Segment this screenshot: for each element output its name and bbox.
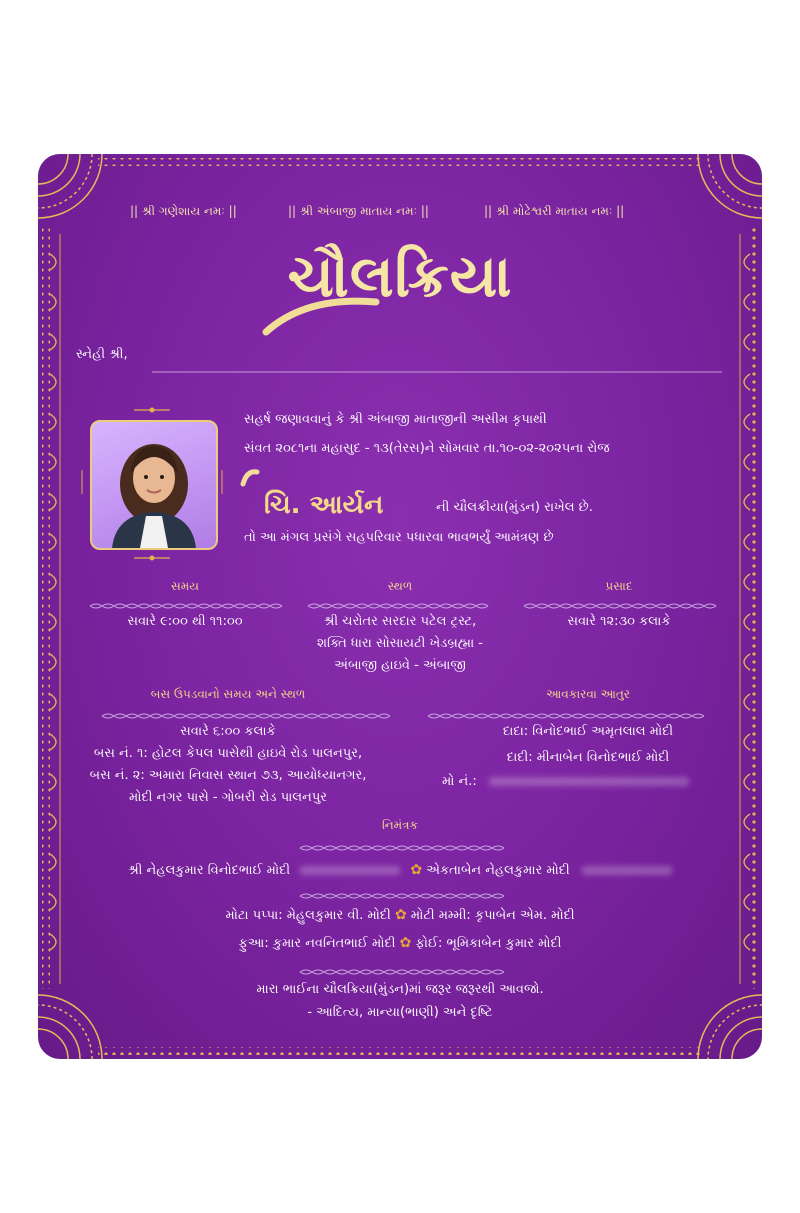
bus-route-3: મોદી નગર પાસે - ગોબરી રોડ પાલનપુર xyxy=(129,790,327,805)
father-phone-redacted xyxy=(300,866,400,875)
right-bead-band xyxy=(750,224,758,989)
greeting-label: સ્નેહી શ્રી, xyxy=(76,347,128,362)
bus-label: બસ ઉપડવાનો સમય અને સ્થળ xyxy=(150,687,306,701)
mobile-label: મો નં.: xyxy=(442,774,477,789)
elder-aunt: મોટી મમ્મી: કૃપાબેન એમ. મોદી xyxy=(410,908,575,923)
flower-icon: ✿ xyxy=(410,862,423,878)
closing-line-1: મારા ભાઈના ચૌલક્રિયા(મુંડન)માં જરૂર જરૂરથી આવજો. xyxy=(256,982,544,997)
bus-route-2: બસ નં. ૨: અમારા નિવાસ સ્થાન ૭૩, આયોધ્યાનગર, xyxy=(89,768,367,783)
father-name: શ્રી નેહલકુમાર વિનોદભાઈ મોદી xyxy=(128,863,291,878)
relatives-row-1 xyxy=(90,907,710,923)
prasad-label: પ્રસાદ xyxy=(605,579,633,593)
blessing-ambaji: || શ્રી અંબાજી માતાય નમઃ || xyxy=(288,204,429,218)
prasad-value: સવારે ૧૨:૩૦ કલાકે xyxy=(567,614,671,629)
corner-mandala-top-left xyxy=(38,154,102,218)
welcome-label: આવકારવા આતુર xyxy=(545,687,630,701)
place-line-2: શક્તિ ધારા સોસાયટી ખેડબ્રહ્મા - xyxy=(317,636,483,651)
corner-mandala-top-right xyxy=(698,154,762,218)
child-photo xyxy=(90,420,218,550)
time-label: સમય xyxy=(170,579,200,593)
intro-line-2: સંવત ૨૦૮૧ના મહાસુદ - ૧૩(તેરસ)ને સોમવાર તા.૧૦-૦૨-૨૦૨૫ના રોજ xyxy=(244,441,610,456)
mother-name: એકતાબેન નેહલકુમાર મોદી xyxy=(426,863,570,878)
place-label: સ્થળ xyxy=(387,579,413,593)
child-name: ચિ. આર્યન xyxy=(264,490,384,520)
mobile-row xyxy=(442,774,689,789)
place-line-3: અંબાજી હાઇવે - અંબાજી xyxy=(334,658,466,673)
bus-route-1: બસ નં. ૧: હોટલ કેપલ પાસેથી હાઇવે રોડ પાલનપુર, xyxy=(93,746,363,761)
time-value: સવારે ૯:૦૦ થી ૧૧:૦૦ xyxy=(127,614,243,629)
blessing-ganesha: || શ્રી ગણેશાય નમઃ || xyxy=(130,204,237,218)
elder-uncle: મોટા પપ્પા: મેહુલકુમાર વી. મોદી xyxy=(225,908,391,923)
grandmother-name: દાદી: મીનાબેન વિનોદભાઈ મોદી xyxy=(506,750,670,765)
foi-name: ફોઈ: ભૂમિકાબેન કુમાર મોદી xyxy=(415,936,562,951)
left-bead-band xyxy=(42,224,50,989)
blessing-modheshwari: || શ્રી મોઢેશ્વરી માતાય નમઃ || xyxy=(484,204,625,218)
mother-phone-redacted xyxy=(582,866,672,875)
inviter-label: નિમંત્રક xyxy=(382,818,418,832)
ceremony-statement: ની ચૌલક્રીયા(મુંડન) રાખેલ છે. xyxy=(436,500,593,515)
flower-icon: ✿ xyxy=(399,935,412,951)
relatives-row-2 xyxy=(90,935,710,951)
bus-time: સવારે ૬:૦૦ કલાકે xyxy=(180,724,276,739)
inviter-row xyxy=(90,862,710,878)
fua-name: ફુઆ: કુમાર નવનિતભાઈ મોદી xyxy=(238,936,396,951)
invitation-card xyxy=(38,154,762,1059)
place-line-1: શ્રી ચરોતર સરદાર પટેલ ટ્રસ્ટ, xyxy=(323,614,477,629)
invitation-line: તો આ મંગલ પ્રસંગે સહપરિવાર પધારવા ભાવભર્યું આમંત્રણ છે xyxy=(244,530,554,545)
mobile-number-redacted xyxy=(489,777,689,786)
bottom-bead-band xyxy=(98,1047,702,1055)
closing-line-2: - આદિત્ય, માન્યા(ભાણી) અને દૃષ્ટિ xyxy=(307,1005,493,1020)
top-bead-band xyxy=(98,158,702,166)
flower-icon: ✿ xyxy=(395,907,407,923)
intro-line-1: સહર્ષ જણાવવાનું કે શ્રી અંબાજી માતાજીની અસીમ કૃપાથી xyxy=(244,412,547,427)
grandfather-name: દાદા: વિનોદભાઈ અમૃતલાલ મોદી xyxy=(502,724,674,739)
page-title: ચૌલક્રિયા xyxy=(287,242,513,310)
side-arches xyxy=(50,254,750,950)
